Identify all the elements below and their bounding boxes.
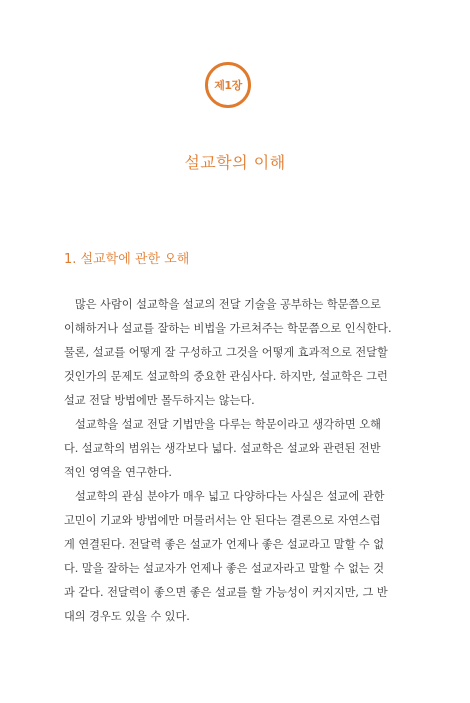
paragraph-line: 다. 말을 잘하는 설교자가 언제나 좋은 설교자라고 말할 수 없는 것 [64,562,385,575]
chapter-badge [205,62,251,108]
chapter-badge-label: 제1장 [214,79,242,92]
section-heading: 1. 설교학에 관한 오해 [64,252,190,267]
paragraph-line: 게 연결된다. 전달력 좋은 설교가 언제나 좋은 설교라고 말할 수 없 [64,538,385,551]
paragraph-line: 고민이 기교와 방법에만 머물러서는 안 된다는 결론으로 자연스럽 [64,514,381,527]
chapter-title: 설교학의 이해 [184,153,286,172]
paragraph-line: 설교학의 관심 분야가 매우 넓고 다양하다는 사실은 설교에 관한 [75,490,385,503]
paragraph-line: 적인 영역을 연구한다. [64,466,172,479]
paragraph-line: 과 같다. 전달력이 좋으면 좋은 설교를 할 가능성이 커지지만, 그 반 [64,586,388,599]
paragraph-line: 많은 사람이 설교학을 설교의 전달 기술을 공부하는 학문쯤으로 [75,298,381,311]
paragraph-line: 설교학을 설교 전달 기법만을 다루는 학문이라고 생각하면 오해 [75,418,381,431]
paragraph-line: 대의 경우도 있을 수 있다. [64,610,190,623]
paragraph-line: 이해하거나 설교를 잘하는 비법을 가르쳐주는 학문쯤으로 인식한다. [64,322,392,335]
body-text [64,293,408,629]
paragraph-line: 다. 설교학의 범위는 생각보다 넓다. 설교학은 설교와 관련된 전반 [64,442,381,455]
paragraph-line: 설교 전달 방법에만 몰두하지는 않는다. [64,394,255,407]
paragraph-line: 것인가의 문제도 설교학의 중요한 관심사다. 하지만, 설교학은 그런 [64,370,388,383]
paragraph-line: 물론, 설교를 어떻게 잘 구성하고 그것을 어떻게 효과적으로 전달할 [64,346,388,359]
